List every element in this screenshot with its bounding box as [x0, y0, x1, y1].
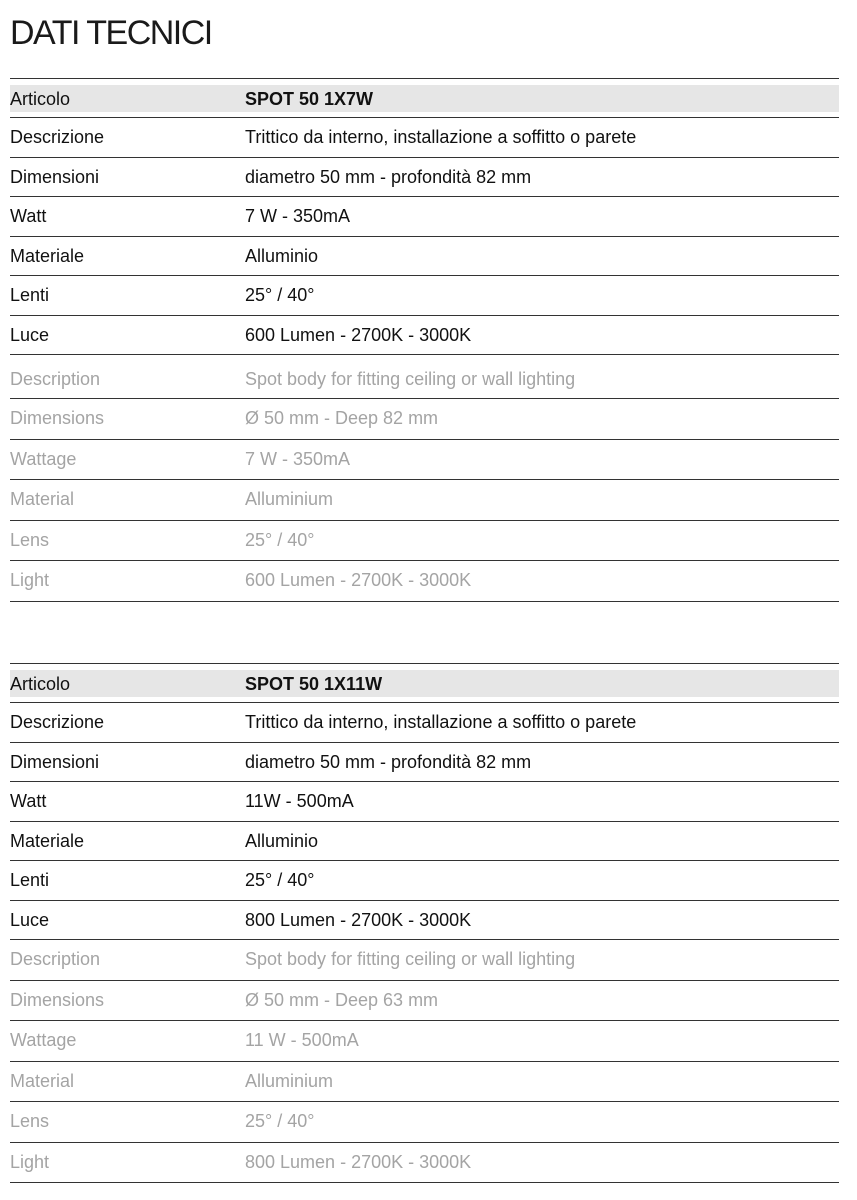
- spec-value: 600 Lumen - 2700K - 3000K: [245, 570, 472, 590]
- spec-row-lenti: [10, 861, 839, 901]
- spec-label: Material: [10, 1070, 75, 1091]
- spec-row-wattage: [10, 1021, 839, 1062]
- spec-label: Descrizione: [10, 127, 105, 147]
- spec-value: 7 W - 350mA: [245, 448, 351, 469]
- article-row: [10, 78, 839, 118]
- spec-label: Descrizione: [10, 712, 105, 732]
- article-code: SPOT 50 1X11W: [245, 674, 383, 694]
- spec-value: Spot body for fitting ceiling or wall lighting: [245, 949, 576, 969]
- spec-value: Alluminium: [245, 489, 334, 509]
- spec-table-1: [10, 78, 839, 602]
- spec-row-dimensioni: [10, 158, 839, 198]
- spec-label: Material: [10, 489, 75, 509]
- spec-value: 25° / 40°: [245, 529, 315, 550]
- spec-row-materiale: [10, 822, 839, 862]
- spec-row-wattage: [10, 440, 839, 481]
- spec-row-lens: [10, 1102, 839, 1143]
- spec-label: Wattage: [10, 1030, 77, 1050]
- spec-value: Alluminio: [245, 245, 319, 266]
- spec-value: 11 W - 500mA: [245, 1030, 359, 1050]
- spec-row-lens: [10, 521, 839, 562]
- article-code: SPOT 50 1X7W: [245, 89, 374, 109]
- spec-value: 7 W - 350mA: [245, 206, 351, 226]
- spec-value: Ø 50 mm - Deep 82 mm: [245, 408, 439, 428]
- spec-value: Ø 50 mm - Deep 63 mm: [245, 989, 439, 1010]
- spec-label: Lenti: [10, 870, 50, 890]
- spec-label: Dimensions: [10, 989, 105, 1010]
- spec-row-descrizione: [10, 118, 839, 158]
- spec-row-description: [10, 940, 839, 981]
- spec-label: Watt: [10, 791, 47, 811]
- header-band: [10, 670, 839, 697]
- spec-value: Alluminio: [245, 830, 319, 851]
- spec-label: Wattage: [10, 448, 77, 469]
- spec-label: Dimensioni: [10, 166, 100, 187]
- spec-value: Trittico da interno, installazione a soffitto o parete: [245, 127, 637, 147]
- spec-row-luce: [10, 901, 839, 941]
- spec-label: Lens: [10, 529, 50, 550]
- spec-label: Light: [10, 1151, 50, 1172]
- spec-value: 800 Lumen - 2700K - 3000K: [245, 1151, 472, 1172]
- spec-value: Alluminium: [245, 1070, 334, 1091]
- spec-table-2: [10, 663, 839, 1183]
- spec-label: Description: [10, 949, 101, 969]
- spec-label: Watt: [10, 206, 47, 226]
- spec-label: Lens: [10, 1111, 50, 1131]
- spec-row-watt: [10, 197, 839, 237]
- spec-value: 800 Lumen - 2700K - 3000K: [245, 909, 472, 930]
- spec-label: Materiale: [10, 245, 85, 266]
- spec-value: 11W - 500mA: [245, 791, 354, 811]
- spec-label: Luce: [10, 909, 50, 930]
- spec-row-lenti: [10, 276, 839, 316]
- page-title: DATI TECNICI: [10, 14, 212, 52]
- spec-row-dimensions: [10, 399, 839, 440]
- article-label: Articolo: [10, 89, 71, 109]
- spec-row-light: [10, 561, 839, 602]
- spec-row-materiale: [10, 237, 839, 277]
- spec-value: 25° / 40°: [245, 870, 315, 890]
- spec-value: Trittico da interno, installazione a soffitto o parete: [245, 712, 637, 732]
- spec-row-material: [10, 480, 839, 521]
- spec-row-luce: [10, 316, 839, 356]
- spec-value: diametro 50 mm - profondità 82 mm: [245, 751, 532, 772]
- spec-row-dimensioni: [10, 743, 839, 783]
- spec-label: Light: [10, 570, 50, 590]
- spec-row-descrizione: [10, 703, 839, 743]
- spec-label: Materiale: [10, 830, 85, 851]
- spec-row-watt: [10, 782, 839, 822]
- header-band: [10, 85, 839, 112]
- spec-label: Dimensioni: [10, 751, 100, 772]
- spec-value: 25° / 40°: [245, 1111, 315, 1131]
- spec-row-light: [10, 1143, 839, 1184]
- spec-row-material: [10, 1062, 839, 1103]
- spec-value: 25° / 40°: [245, 285, 315, 305]
- spec-row-dimensions: [10, 981, 839, 1022]
- spec-value: 600 Lumen - 2700K - 3000K: [245, 324, 472, 345]
- article-label: Articolo: [10, 674, 71, 694]
- spec-value: diametro 50 mm - profondità 82 mm: [245, 166, 532, 187]
- spec-value: Spot body for fitting ceiling or wall lighting: [245, 369, 576, 389]
- spec-row-description: [10, 355, 839, 399]
- spec-label: Luce: [10, 324, 50, 345]
- spec-label: Dimensions: [10, 408, 105, 428]
- article-row: [10, 663, 839, 703]
- spec-label: Lenti: [10, 285, 50, 305]
- spec-label: Description: [10, 369, 101, 389]
